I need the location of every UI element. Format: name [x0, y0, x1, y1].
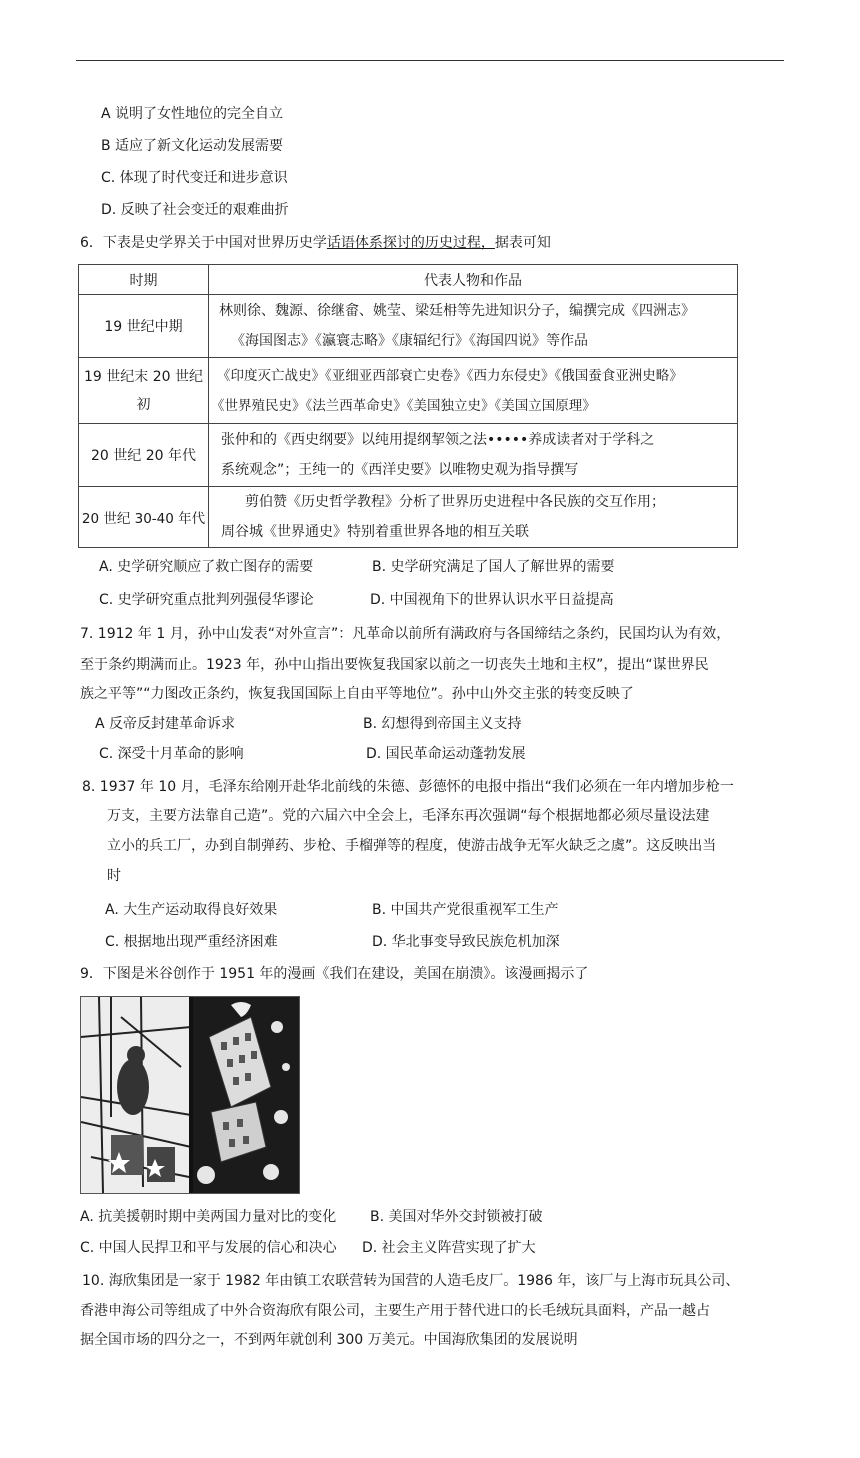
q7-option-b: B. 幻想得到帝国主义支持: [363, 716, 522, 732]
q6-option-a: A. 史学研究顺应了救亡图存的需要: [99, 559, 314, 575]
table-row: [79, 358, 738, 424]
q9-option-b: B. 美国对华外交封锁被打破: [370, 1209, 543, 1225]
q8-stem-line: 立小的兵工厂，办到自制弹药、步枪、手榴弹等的程度，使游击战争无军火缺乏之虞”。这反映出当: [107, 838, 717, 854]
q6-stem: 6．下表是史学界关于中国对世界历史学话语体系探讨的历史过程，据表可知: [80, 235, 551, 251]
cartoon-illustration: [80, 996, 300, 1194]
table-cell-period: 19 世纪中期: [79, 295, 209, 358]
q8-option-b: B. 中国共产党很重视军工生产: [372, 902, 559, 918]
table-header-period: 时期: [79, 265, 209, 295]
q8-option-a: A. 大生产运动取得良好效果: [105, 902, 278, 918]
table-cell-period: 20 世纪 30-40 年代: [79, 487, 209, 548]
q9-option-a: A. 抗美援朝时期中美两国力量对比的变化: [80, 1209, 337, 1225]
table-cell-works: 张仲和的《西史纲要》以纯用提纲挈领之法•••••养成读者对于学科之 系统观念”；王纯一的《西洋史要》以唯物史观为指导撰写: [209, 424, 738, 487]
q9-option-c: C. 中国人民捍卫和平与发展的信心和决心: [80, 1240, 337, 1256]
table-row: [79, 295, 738, 358]
table-cell-works: 《印度灭亡战史》《亚细亚西部衰亡史卷》《西力东侵史》《俄国蚕食亚洲史略》 《世界殖民史》《法兰西革命史》《美国独立史》《美国立国原理》: [209, 358, 738, 424]
table-cell-period: 19 世纪末 20 世纪 初: [79, 358, 209, 424]
q9-option-d: D. 社会主义阵营实现了扩大: [362, 1240, 536, 1256]
q7-option-c: C. 深受十月革命的影响: [99, 746, 244, 762]
cartoon-drawing: [81, 997, 299, 1193]
q5-option-d: D. 反映了社会变迁的艰难曲折: [101, 202, 289, 218]
q6-option-c: C. 史学研究重点批判列强侵华谬论: [99, 592, 314, 608]
q7-stem-line: 7. 1912 年 1 月，孙中山发表“对外宣言”：凡革命以前所有满政府与各国缔结之条约，民国均认为有效，: [80, 626, 731, 642]
table-header-row: [79, 265, 738, 295]
q9-stem: 9．下图是米谷创作于 1951 年的漫画《我们在建设，美国在崩溃》。该漫画揭示了: [80, 966, 589, 982]
q8-option-d: D. 华北事变导致民族危机加深: [372, 934, 560, 950]
q7-stem-line: 族之平等”“力图改正条约，恢复我国国际上自由平等地位”。孙中山外交主张的转变反映了: [80, 686, 634, 702]
header-rule: [76, 60, 784, 61]
q10-stem-line: 据全国市场的四分之一，不到两年就创利 300 万美元。中国海欣集团的发展说明: [80, 1332, 578, 1348]
table-row: [79, 424, 738, 487]
table-row: [79, 487, 738, 548]
q5-option-b: B 适应了新文化运动发展需要: [101, 138, 284, 154]
q7-stem-line: 至于条约期满而止。1923 年，孙中山指出要恢复我国家以前之一切丧失土地和主权”，提出“谋世界民: [80, 657, 709, 673]
history-table: [78, 264, 738, 548]
q8-stem-line: 时: [107, 868, 121, 884]
table-cell-works: 林则徐、魏源、徐继畲、姚莹、梁廷枏等先进知识分子，编撰完成《四洲志》 《海国图志》《瀛寰志略》《康辐纪行》《海国四说》等作品: [209, 295, 738, 358]
q10-stem-line: 10. 海欣集团是一家于 1982 年由镇工农联营转为国营的人造毛皮厂。1986 年，该厂与上海市玩具公司、: [82, 1273, 740, 1289]
q8-stem-line: 8. 1937 年 10 月，毛泽东给刚开赴华北前线的朱德、彭德怀的电报中指出“我们必须在一年内增加步枪一: [82, 779, 734, 795]
q8-option-c: C. 根据地出现严重经济困难: [105, 934, 278, 950]
table-cell-works: 剪伯赞《历史哲学教程》分析了世界历史进程中各民族的交互作用； 周谷城《世界通史》特别着重世界各地的相互关联: [209, 487, 738, 548]
q5-option-c: C. 体现了时代变迁和进步意识: [101, 170, 288, 186]
q6-option-b: B. 史学研究满足了国人了解世界的需要: [372, 559, 615, 575]
q5-option-a: A 说明了女性地位的完全自立: [101, 106, 284, 122]
table-header-works: 代表人物和作品: [209, 265, 738, 295]
q7-option-d: D. 国民革命运动蓬勃发展: [366, 746, 526, 762]
q7-option-a: A 反帝反封建革命诉求: [95, 716, 236, 732]
q10-stem-line: 香港申海公司等组成了中外合资海欣有限公司，主要生产用于替代进口的长毛绒玩具面料，产品一越占: [80, 1303, 710, 1319]
q6-option-d: D. 中国视角下的世界认识水平日益提高: [370, 592, 614, 608]
table-cell-period: 20 世纪 20 年代: [79, 424, 209, 487]
q8-stem-line: 万支，主要方法靠自己造”。党的六届六中全会上，毛泽东再次强调“每个根据地都必须尽量设法建: [107, 808, 710, 824]
